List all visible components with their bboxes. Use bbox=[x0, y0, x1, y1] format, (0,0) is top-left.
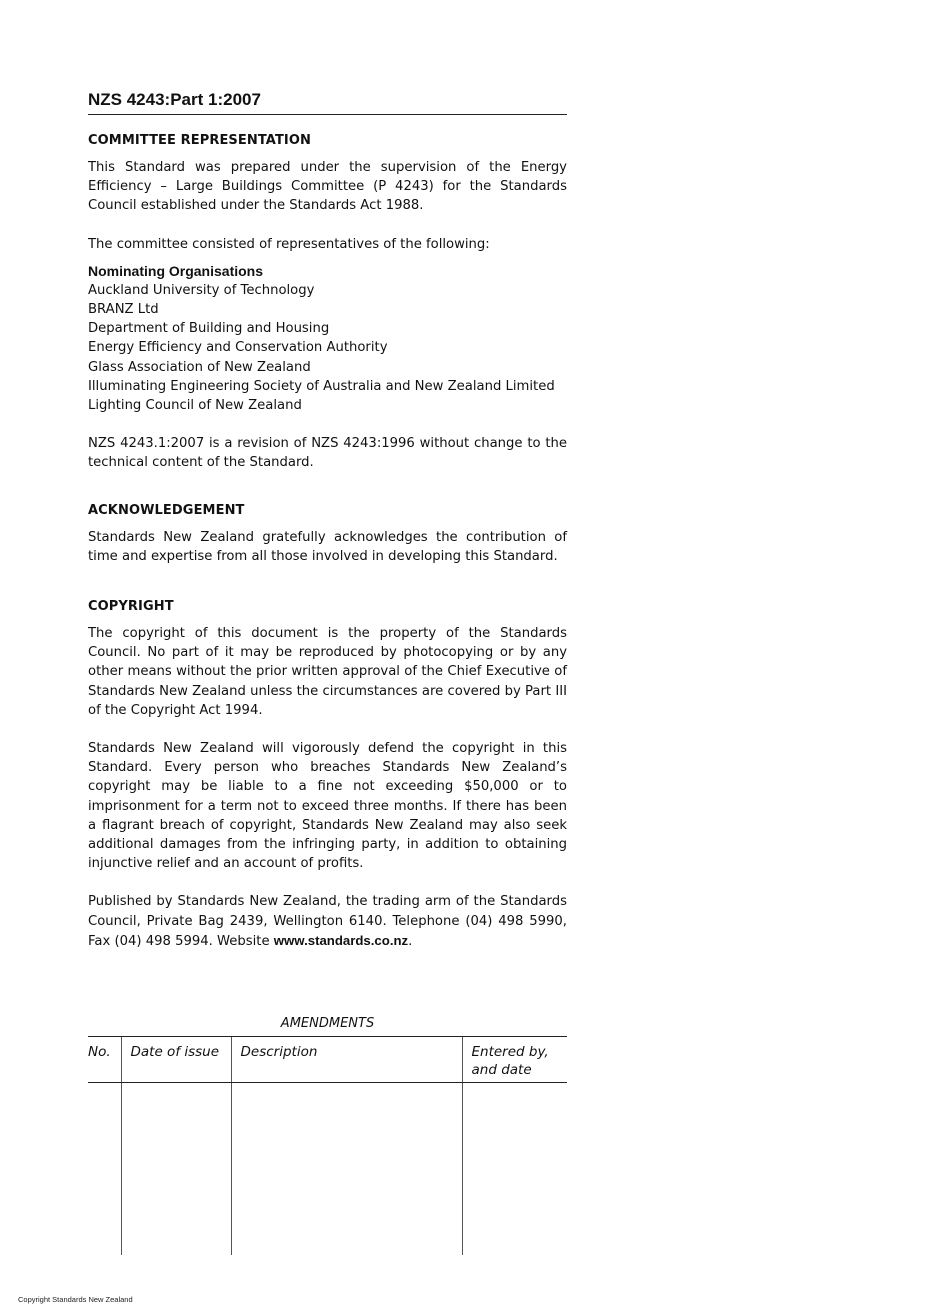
amendments-empty-row bbox=[88, 1083, 567, 1256]
amendments-table bbox=[88, 1036, 567, 1255]
footer-copyright: Copyright Standards New Zealand bbox=[18, 1295, 133, 1304]
table-cell bbox=[121, 1083, 231, 1256]
published-text: Published by Standards New Zealand, the trading arm of the Standards Council, Private Bag 2439, Wellington 6140. Telephone (04) 498 5990, Fax (04) 498 5994. Website bbox=[88, 894, 567, 949]
copyright-paragraph-2: Standards New Zealand will vigorously defend the copyright in this Standard. Every person who breaches Standards New Zealand’s copyright may be liable to a fine not exceeding $50,000 or to imprisonment for a term not to exceed three months. If there has been a flagrant breach of copyright, Standards New Zealand may also seek additional damages from the infringing party, in addition to obtaining injunctive relief and an account of profits. bbox=[88, 741, 567, 872]
organisation-item: Energy Efficiency and Conservation Authority bbox=[88, 340, 388, 356]
nominating-organisations-heading: Nominating Organisations bbox=[88, 262, 264, 279]
acknowledgement-heading: ACKNOWLEDGEMENT bbox=[88, 502, 245, 518]
table-cell bbox=[231, 1083, 462, 1256]
organisation-item: Department of Building and Housing bbox=[88, 321, 330, 337]
published-end: . bbox=[408, 933, 413, 949]
amendments-caption: AMENDMENTS bbox=[280, 1016, 375, 1031]
organisation-item: BRANZ Ltd bbox=[88, 302, 159, 318]
organisation-item: Lighting Council of New Zealand bbox=[88, 398, 302, 414]
copyright-paragraph-1: The copyright of this document is the property of the Standards Council. No part of it may be reproduced by photocopying or by any other means without the prior written approval of the Chief Executive of Standards New Zealand unless the circumstances are covered by Part III of the Copyright Act 1994. bbox=[88, 626, 567, 718]
acknowledgement-text: Standards New Zealand gratefully acknowledges the contribution of time and expertise from all those involved in developing this Standard. bbox=[88, 529, 567, 564]
published-by bbox=[88, 892, 567, 951]
copyright-heading: COPYRIGHT bbox=[88, 599, 174, 615]
committee-consisted: The committee consisted of representatives of the following: bbox=[88, 236, 490, 252]
committee-intro: This Standard was prepared under the supervision of the Energy Efficiency – Large Buildings Committee (P 4243) for the Standards Council established under the Standards Act 1988. bbox=[88, 160, 567, 214]
organisation-item: Glass Association of New Zealand bbox=[88, 359, 311, 375]
column-header-entered-by: Entered by, and date bbox=[462, 1037, 567, 1083]
website-link[interactable]: www.standards.co.nz bbox=[273, 932, 409, 948]
organisation-list bbox=[88, 281, 567, 415]
table-cell bbox=[88, 1083, 121, 1256]
table-cell bbox=[462, 1083, 567, 1256]
organisation-item: Auckland University of Technology bbox=[88, 282, 315, 298]
column-header-description: Description bbox=[231, 1037, 462, 1083]
amendments-section bbox=[88, 1015, 567, 1255]
document-title: NZS 4243:Part 1:2007 bbox=[88, 90, 567, 115]
organisation-item: Illuminating Engineering Society of Australia and New Zealand Limited bbox=[88, 378, 555, 394]
column-header-date: Date of issue bbox=[121, 1037, 231, 1083]
column-header-no: No. bbox=[88, 1037, 121, 1083]
revision-note: NZS 4243.1:2007 is a revision of NZS 4243:1996 without change to the technical content of the Standard. bbox=[88, 436, 567, 471]
amendments-header-row bbox=[88, 1037, 567, 1083]
page-content bbox=[88, 90, 567, 951]
committee-heading: COMMITTEE REPRESENTATION bbox=[88, 133, 311, 148]
